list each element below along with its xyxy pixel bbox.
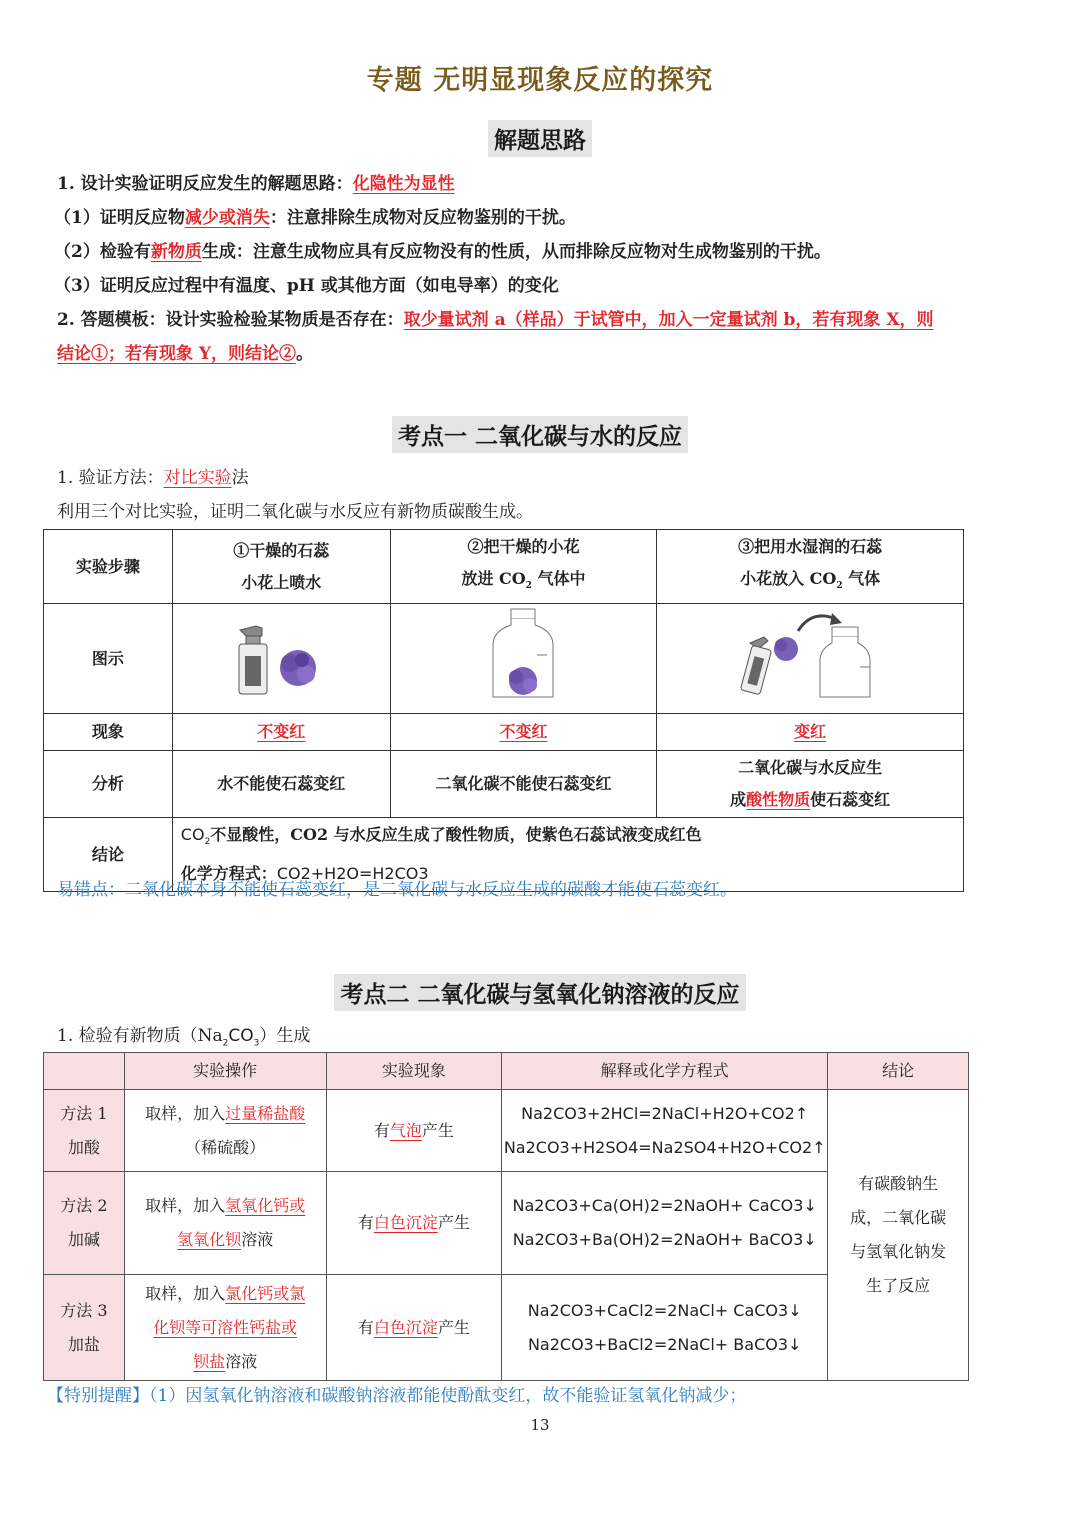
jar-with-flower-illustration (483, 605, 563, 701)
step-1: ①干燥的石蕊 小花上喷水 (172, 530, 390, 604)
phenomenon-2: 不变红 (390, 714, 657, 751)
spray-bottle-and-flower-illustration (226, 608, 336, 698)
method-label: 方法 1 加酸 (44, 1090, 125, 1172)
intro-line-5: 2. 答题模板：设计实验检验某物质是否存在：取少量试剂 a（样品）于试管中，加入一定量试剂 b，若有现象 X，则 (57, 310, 934, 330)
step-3: ③把用水湿润的石蕊 小花放入 $CO_2$ 气体 (657, 530, 964, 604)
page-number: 13 (530, 1416, 550, 1434)
step-2: ②把干燥的小花 放进 $CO_2$ 气体中 (390, 530, 657, 604)
section-heading-kp1: 考点一 二氧化碳与水的反应 (0, 416, 1080, 453)
analysis-2: 二氧化碳不能使石蕊变红 (390, 751, 657, 818)
kp2-table (43, 1052, 969, 1381)
kp1-note: 易错点：二氧化碳本身不能使石蕊变红，是二氧化碳与水反应生成的碳酸才能使石蕊变红。 (57, 880, 737, 900)
kp1-method: 1. 验证方法：对比实验法 (57, 468, 249, 488)
wet-flower-into-jar-illustration (740, 605, 880, 701)
table-row-analysis (44, 751, 964, 818)
operation-cell: 取样，加入氢氧化钙或 氢氧化钡溶液 (124, 1172, 326, 1275)
row-label: 现象 (44, 714, 173, 751)
header-phenomenon: 实验现象 (326, 1053, 502, 1090)
equation-cell: Na2CO3+Ca(OH)2=2NaOH+ CaCO3↓ Na2CO3+Ba(OH)2=2NaOH+ BaCO3↓ (502, 1172, 828, 1275)
kp1-table (43, 529, 964, 892)
row-label: 图示 (44, 604, 173, 714)
section-heading-kp2: 考点二 二氧化碳与氢氧化钠溶液的反应 (0, 974, 1080, 1011)
analysis-3: 二氧化碳与水反应生 成酸性物质使石蕊变红 (657, 751, 964, 818)
header-conclusion: 结论 (828, 1053, 969, 1090)
conclusion-cell: 有碳酸钠生 成，二氧化碳 与氢氧化钠发 生了反应 (828, 1090, 969, 1381)
equation-cell: Na2CO3+2HCl=2NaCl+H2O+CO2↑ Na2CO3+H2SO4=Na2SO4+H2O+CO2↑ (502, 1090, 828, 1172)
kp2-reminder: 【特别提醒】（1）因氢氧化钠溶液和碳酸钠溶液都能使酚酞变红，故不能验证氢氧化钠减少； (47, 1386, 747, 1406)
phenomenon-1: 不变红 (172, 714, 390, 751)
figure-bottle-flower (390, 604, 657, 714)
analysis-1: 水不能使石蕊变红 (172, 751, 390, 818)
table-row-figures (44, 604, 964, 714)
kp1-desc: 利用三个对比实验，证明二氧化碳与水反应有新物质碳酸生成。 (57, 502, 533, 522)
table-header-row (44, 1053, 969, 1090)
header-equation: 解释或化学方程式 (502, 1053, 828, 1090)
row-label: 分析 (44, 751, 173, 818)
intro-line-4: （3）证明反应过程中有温度、pH 或其他方面（如电导率）的变化 (54, 276, 559, 296)
conclusion-cell: $CO_2$不显酸性，CO2 与水反应生成了酸性物质，使紫色石蕊试液变成红色 化学方程式：CO2+H2O=H2CO3 (172, 818, 963, 892)
table-row-phenomena (44, 714, 964, 751)
intro-line-2: （1）证明反应物减少或消失：注意排除生成物对反应物鉴别的干扰。 (54, 208, 576, 228)
method-label: 方法 2 加碱 (44, 1172, 125, 1275)
method-label: 方法 3 加盐 (44, 1275, 125, 1381)
header-empty (44, 1053, 125, 1090)
row-label: 实验步骤 (44, 530, 173, 604)
kp2-subheading: 1. 检验有新物质$(Na_2CO_3)$生成 (57, 1026, 311, 1049)
figure-spray-into-jar (657, 604, 964, 714)
figure-spray-flower (172, 604, 390, 714)
intro-line-1: 1. 设计实验证明反应发生的解题思路：化隐性为显性 (57, 174, 455, 194)
phenomenon-cell: 有白色沉淀产生 (326, 1172, 502, 1275)
phenomenon-cell: 有白色沉淀产生 (326, 1275, 502, 1381)
phenomenon-cell: 有气泡产生 (326, 1090, 502, 1172)
section-heading-solving: 解题思路 (0, 120, 1080, 157)
equation-cell: Na2CO3+CaCl2=2NaCl+ CaCO3↓ Na2CO3+BaCl2=2NaCl+ BaCO3↓ (502, 1275, 828, 1381)
row-label: 结论 (44, 818, 173, 892)
intro-line-3: （2）检验有新物质生成：注意生成物应具有反应物没有的性质，从而排除反应物对生成物鉴别的干扰。 (54, 242, 831, 262)
intro-line-6: 结论①；若有现象 Y，则结论②。 (57, 344, 314, 364)
table-row (44, 1090, 969, 1172)
table-row-steps (44, 530, 964, 604)
phenomenon-3: 变红 (657, 714, 964, 751)
operation-cell: 取样，加入过量稀盐酸 （稀硫酸） (124, 1090, 326, 1172)
operation-cell: 取样，加入氯化钙或氯 化钡等可溶性钙盐或 钡盐溶液 (124, 1275, 326, 1381)
page-title: 专题 无明显现象反应的探究 (366, 65, 714, 96)
header-operation: 实验操作 (124, 1053, 326, 1090)
